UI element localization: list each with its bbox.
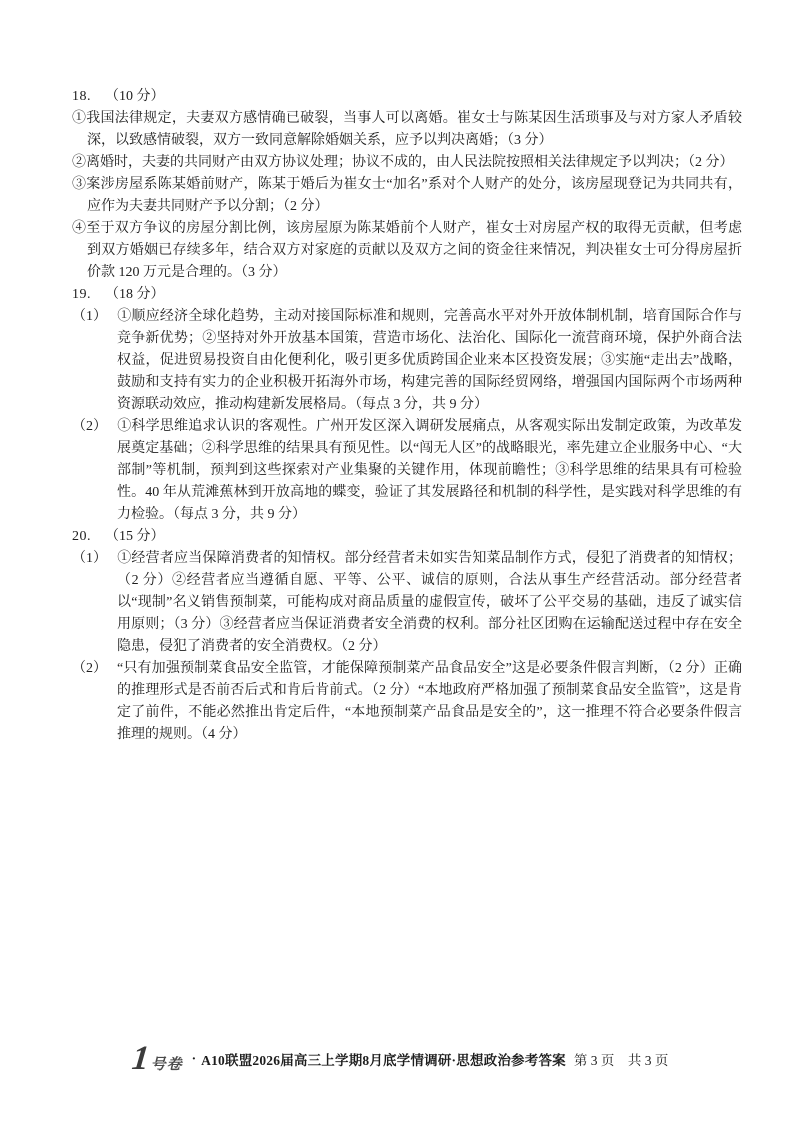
question-header [72,86,742,108]
logo-script-text: 号卷 [150,1057,183,1073]
answer-paragraph [72,174,742,218]
footer-separator-dot: · [191,1051,197,1066]
footer-exam-title: A10联盟2026届高三上学期8月底学情调研·思想政治参考答案 [201,1053,566,1068]
sub-item-label: （2） [72,661,107,676]
answer-text: ①科学思维追求认识的客观性。广州开发区深入调研发展痛点，从客观实际出发制定政策，为改革发展奠定基础；②科学思维的结果具有预见性。以“闯无人区”的战略眼光，率先建立企业服务中心、“大部制”等机制，预判到这些探索对产业集聚的关键作用，体现前瞻性；③科学思维的结果具有可检验性。40 年从荒滩蕉林到开放高地的蝶变，验证了其发展路径和机制的科学性，是实践对科学思维的有力检验。（每点 3 分，共 9 分） [117,419,742,522]
answer-content [72,86,742,746]
question-number: 19. [72,287,91,302]
answer-text: ④至于双方争议的房屋分割比例，该房屋原为陈某婚前个人财产，崔女士对房屋产权的取得无贡献，但考虑到双方婚姻已存续多年，结合双方对家庭的贡献以及双方之间的资金往来情况，判决崔女士可分得房屋折价款 120 万元是合理的。（3 分） [72,221,742,280]
question-score: （18 分） [105,287,165,302]
answer-text: ①我国法律规定，夫妻双方感情确已破裂，当事人可以离婚。崔女士与陈某因生活琐事及与对方家人矛盾较深，以致感情破裂，双方一致同意解除婚姻关系，应予以判决离婚；（3 分） [72,111,742,148]
answer-text: ①顺应经济全球化趋势，主动对接国际标准和规则，完善高水平对外开放体制机制，培育国际合作与竞争新优势；②坚持对外开放基本国策，营造市场化、法治化、国际化一流营商环境，保护外商合法权益，促进贸易投资自由化便利化，吸引更多优质跨国企业来本区投资发展；③实施“走出去”战略，鼓励和支持有实力的企业积极开拓海外市场，构建完善的国际经贸网络，增强国内国际两个市场两种资源联动效应，推动构建新发展格局。（每点 3 分，共 9 分） [117,309,742,412]
sub-answer-paragraph [72,548,742,658]
footer-page-number: 第 3 页 共 3 页 [573,1053,669,1068]
question-header [72,284,742,306]
sub-answer-paragraph [72,658,742,746]
answer-paragraph [72,108,742,152]
logo-numeral: 1 [129,1040,151,1077]
answer-text: “只有加强预制菜食品安全监管，才能保障预制菜产品食品安全”这是必要条件假言判断，（2 分）正确的推理形式是否前否后式和肯后肯前式。（2 分）“本地政府严格加强了预制菜食品安全监管”，这是肯定了前件，不能必然推出肯定后件，“本地预制菜产品食品是安全的”，这一推理不符合必要条件假言推理的规则。（4 分） [117,661,742,742]
answer-paragraph [72,152,742,174]
question-header [72,526,742,548]
question-score: （10 分） [105,89,165,104]
brand-logo [129,1040,183,1077]
sub-item-label: （1） [72,309,107,324]
question-score: （15 分） [105,529,165,544]
sub-answer-paragraph [72,416,742,526]
answer-text: ①经营者应当保障消费者的知情权。部分经营者未如实告知菜品制作方式，侵犯了消费者的知情权；（2 分）②经营者应当遵循自愿、平等、公平、诚信的原则，合法从事生产经营活动。部分经营者以“现制”名义销售预制菜，可能构成对商品质量的虚假宣传，破坏了公平交易的基础，违反了诚实信用原则；（3 分）③经营者应当保证消费者安全消费的权利。部分社区团购在运输配送过程中存在安全隐患，侵犯了消费者的安全消费权。（2 分） [117,551,742,654]
question-number: 18. [72,89,91,104]
answer-text: ②离婚时，夫妻的共同财产由双方协议处理；协议不成的，由人民法院按照相关法律规定予以判决；（2 分） [72,155,734,170]
sub-item-label: （2） [72,419,107,434]
page-footer [0,1038,800,1080]
sub-item-label: （1） [72,551,107,566]
sub-answer-paragraph [72,306,742,416]
answer-text: ③案涉房屋系陈某婚前财产，陈某于婚后为崔女士“加名”系对个人财产的处分，该房屋现登记为共同共有，应作为夫妻共同财产予以分割；（2 分） [72,177,742,214]
question-number: 20. [72,529,91,544]
answer-paragraph [72,218,742,284]
